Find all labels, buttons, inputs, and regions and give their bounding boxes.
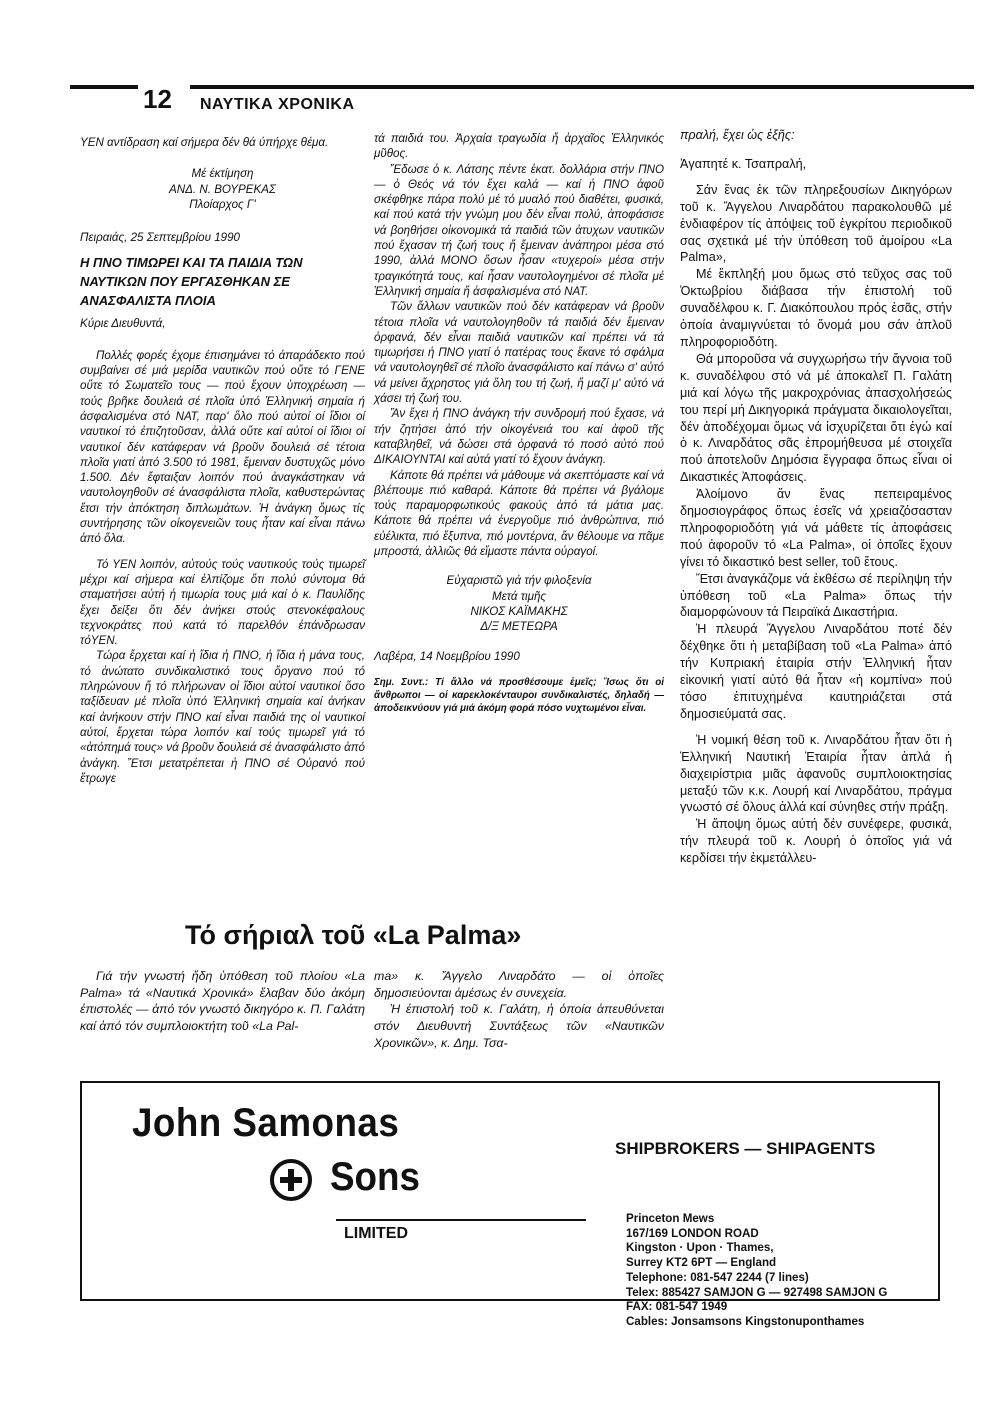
company-name-line2: Sons bbox=[330, 1155, 420, 1199]
address-line: Telex: 885427 SAMJON G — 927498 SAMJON G bbox=[626, 1285, 888, 1299]
signature-title: Πλοίαρχος Γ' bbox=[189, 197, 256, 211]
letter-heading: Η ΠΝΟ ΤΙΜΩΡΕΙ ΚΑΙ ΤΑ ΠΑΙΔΙΑ ΤΩΝ ΝΑΥΤΙΚΩΝ ΠΟΥ ΕΡΓΑΣΘΗΚΑΝ ΣΕ ΑΝΑΣΦΑΛΙΣΤΑ ΠΛΟΙΑ bbox=[80, 255, 303, 309]
signature-title: Δ/Ξ ΜΕΤΕΩΡΑ bbox=[480, 620, 558, 634]
address-line: 167/169 LONDON ROAD bbox=[626, 1226, 759, 1240]
paragraph: Κάποτε θά πρέπει νά μάθουμε νά σκεπτόμαστε καί νά βλέπουμε πιό καθαρά. Κάποτε θά πρέπει νά βγάλομε τούς παραμορφωτικούς φακούς ἀπό τά μάτια μας. Κάποτε θά πρέπει νά ἐνεργοῦμε πιό ἀνθρώπινα, πιό εὐέλικτα, πιό ἔξυπνα, πιό μοντέρνα, ἄν θέλουμε να πᾶμε μπροστά, ἀλλιῶς θά εἴμαστε πάντα οὐραγοί. bbox=[374, 468, 664, 559]
continued-text: πραλή, ἔχει ὡς ἑξῆς: bbox=[680, 128, 795, 142]
salutation: Ἀγαπητέ κ. Τσαπραλή, bbox=[680, 156, 807, 171]
signature-line: Εὐχαριστῶ γιά τήν φιλοξενία bbox=[446, 574, 592, 588]
column-2 bbox=[374, 131, 664, 715]
paragraph: Πολλές φορές έχομε έπισημάνει τό άπαράδεκτο πού συμβαίνει σέ μιά μερίδα ναυτικῶν πού οὔτε τό ΓΕΝΕ οὔτε τό Σωματεῖο τους — πού ἔχουν ὑποχρέωση — τούς βρῆκε δουλειά σέ πλοῖα ὑπό Ἑλληνική σημαία ή άσφαλισμένα στό ΝΑΤ, παρ' ὅλο πού αὐτοί οί ἴδιοι οί ναυτικοί τό ἐπιζητοῦσαν, ἀλλά οὔτε καί αὐτοί οί ἴδιοι οί ναυτικοί δέν κατάφεραν νά βροῦν δουλειά σέ τέτοια πλοῖα γιατί ἀπό 3.500 τό 1981, ἔμειναν δυστυχῶς μόνο 1.500. Δέν ἔφταιξαν λοιπόν πού ἀναγκάστηκαν νά ναυτολογηθοῦν σέ ἀνασφάλιστα πλοῖα, καθυστερώντας ἔτσι τήν ἀπόκτηση διπλωμάτων. Ἡ ἀνάγκη ὅμως τίς συντήρησης τῶν οἰκογενειῶν τους ἦταν καί εἶναι πάνω ἀπό ὅλα. bbox=[80, 348, 365, 546]
company-services: SHIPBROKERS — SHIPAGENTS bbox=[615, 1139, 876, 1158]
dateline: Πειραιάς, 25 Σεπτεμβρίου 1990 bbox=[80, 231, 240, 245]
plus-circle-icon bbox=[270, 1159, 312, 1201]
signature-line: Μετά τιμῆς bbox=[491, 589, 547, 603]
signature-line: Μέ έκτίμηση bbox=[191, 167, 254, 181]
address-line: Cables: Jonsamsons Kingstonuponthames bbox=[626, 1314, 865, 1328]
paragraph: Ἡ ἄποψη ὅμως αὐτή δέν συνέφερε, φυσικά, τήν πλευρά τοῦ κ. Λουρή ὁ ὁποῖος γιά νά κερδίσει τήν ἐκμετάλλευ- bbox=[680, 817, 952, 866]
signature-name: ΑΝΔ. Ν. ΒΟΥΡΕΚΑΣ bbox=[169, 182, 276, 196]
paragraph: Τῶν ἄλλων ναυτικῶν πού δέν κατάφεραν νά βροῦν τέτοια πλοῖα νά ναυτολογηθοῦν τά παιδιά δέν ἔμειναν ὀρφανά, δέν εἶναι παιδιά ναυτικῶν καί πρέπει νά τά τιμωρήσει ἡ ΠΝΟ γιατί ὁ πατέρας τους ἔκανε τό σφάλμα νά ναυτολογηθεῖ σέ πλοῖο ἀνασφάλιστο καί πάνω σ' αὐτό νά μείνει ἄχρηστος γιά ὅλη του τή ζωή, ἤ μαζί μ' αὐτό νά χάσει τή ζωή του. bbox=[374, 300, 664, 406]
paragraph: Ἔτσι ἀναγκάζομε νά ἐκθέσω σέ περίληψη τήν ὑπόθεση τοῦ «La Palma» ὅπως τήν διαμορφώνουν τά Πειραϊκά Δικαστήρια. bbox=[680, 571, 952, 620]
paragraph: Τώρα ἔρχεται καί ἡ ἴδια ἡ ΠΝΟ, ἡ ἴδια ἡ μάνα τους, τό ἀνώτατο συνδικαλιστικό τους ὄργανο πού τό πληρώνουν ἤ τό πλήρωναν οἱ ἴδιοι αὐτοί ναυτικοί ὅσο ταξίδευαν μέ πλοῖα ὑπό Ἑλληνική σημαία καί ἀνήκαν καί ἀνήκουν στήν ΠΝΟ καί εἶναι παιδιά της οἱ ναυτικοί αὐτοί, ἔρχεται τώρα λοιπόν καί τούς τιμωρεῖ γιά τό «ἀτόπημά τους» νά βροῦν δουλειά σέ ἀνασφάλιστο ἀπό ἀνάγκη. Ἔτσι μετατρέπεται ἡ ΠΝΟ σέ Οὐρανό πού ἔτρωγε bbox=[80, 649, 365, 785]
address-line: Telephone: 081-547 2244 (7 lines) bbox=[626, 1270, 809, 1284]
header-rule-right bbox=[190, 85, 974, 89]
address-line: FAX: 081-547 1949 bbox=[626, 1300, 728, 1314]
address-line: Kingston · Upon · Thames, bbox=[626, 1241, 774, 1255]
paragraph: Σάν ἕνας ἐκ τῶν πληρεξουσίων Δικηγόρων τοῦ κ. Ἄγγελου Λιναρδάτου παρακολουθῶ μέ ἐνδιαφέρον τίς ἀπόψεις τοῦ ἐγκρίτου περιοδικοῦ σας σχετικά μέ τήν ὑπόθεση τοῦ ἀμοίρου «La Palma», bbox=[680, 182, 952, 265]
article-headline: Τό σήριαλ τοῦ «La Palma» bbox=[185, 920, 522, 950]
column-1 bbox=[80, 135, 365, 786]
paragraph: Γιά τήν γνωστή ἤδη ὑπόθεση τοῦ πλοίου «La Palma» τά «Ναυτικά Χρονικά» ἔλαβαν δύο ἀκόμη ἐπιστολές — ἀπό τόν γνωστό δικηγόρο κ. Π. Γαλάτη καί ἀπό τόν συμπλοιοκτήτη τοῦ «La Pal- bbox=[80, 969, 365, 1034]
header-rule-left bbox=[70, 85, 138, 89]
article-intro-col-1 bbox=[80, 968, 365, 1035]
paragraph: ma» κ. Ἄγγελο Λιναρδάτο — οἱ ὁποῖες δημοσιεύονται ἀμέσως ἐν συνεχεία. bbox=[374, 969, 664, 1000]
paragraph: Τό ΥΕΝ λοιπόν, αὐτούς τούς ναυτικούς τούς τιμωρεῖ μέχρι καί σήμερα καί ἐλπίζομε ὅτι πολύ σύντομα θά σταματήσει αὐτή ἡ τιμωρία τους μιά καί ὁ κ. Παυλίδης ἔχει δείξει ὅτι δέν ἀνήκει στούς στενοκέφαλους τεχνοκράτες πού κατά τό παρελθόν ἐπάνδρωσαν τόΥΕΝ. bbox=[80, 557, 365, 648]
address-line: Surrey KT2 6PT — England bbox=[626, 1256, 777, 1270]
salutation: Κύριε Διευθυντά, bbox=[80, 317, 166, 331]
paragraph: Ἡ πλευρά Ἄγγελου Λιναρδάτου ποτέ δέν δέχθηκε ὅτι ἡ μεταβίβαση τοῦ «La Palma» ἀπό τήν Κυπριακή ἑταιρία στήν Ἑλληνική ἦταν εἰκονική γιατί αὐτό θά ἦταν «ἡ κομπίνα» πού τόσο ἐπιτυχημένα καυτηριάζεται στά δημοσιεύματά σας. bbox=[680, 622, 952, 721]
dateline: Λαβέρα, 14 Νοεμβρίου 1990 bbox=[374, 649, 520, 663]
advertisement-box bbox=[80, 1081, 940, 1328]
continued-text: ΥΕΝ αντίδραση καί σήμερα δέν θά ύπήρχε θέμα. bbox=[80, 136, 329, 149]
paragraph: Θά μποροῦσα νά συγχωρήσω τήν ἄγνοια τοῦ κ. συναδέλφου στό νά μέ ἀποκαλεῖ Π. Γαλάτη μιά καί λόγω τῆς μακροχρόνιας ἀπασχολήσεώς του περί μή Δικηγορικά πράγματα δικαιολογεῖται, δέν ἀποδέχομαι ὅμως νά ἰσχυρίζεται ὅτι ἐγώ καί ὁ κ. Λιναρδάτος σᾶς ἐπρομήθευσα μέ στοιχεῖα πού ἀποτελοῦν Δημόσια ἔγγραφα ὅπως εἶναι οἱ Δικαστικές Ἀποφάσεις. bbox=[680, 351, 952, 485]
address-line: Princeton Mews bbox=[626, 1212, 715, 1225]
paragraph: Ἄν ἔχει ἡ ΠΝΟ ἀνάγκη τήν συνδρομή πού ἔχασε, νά τήν ζητήσει ἀπό τήν οἰκογένειά του καί ἀφοῦ τῆς καταβληθεῖ, νά δώσει στά ὀρφανά τό ποσό αὐτό πού ΔΙΚΑΙΟΥΝΤΑΙ καί αὐτά γιατί τό ἔχουν ἀνάγκη. bbox=[374, 407, 664, 467]
paragraph: Ἔδωσε ὁ κ. Λάτσης πέντε ἑκατ. δολλάρια στήν ΠΝΟ — ὁ Θεός νά τόν ἔχει καλά — καί ἡ ΠΝΟ ἀφοῦ σκέφθηκε πάρα πολύ μέ τό μυαλό πού διαθέτει, φυσικά, καί πού κατά τήν γνώμη μου δέν εἶναι πολύ, ἀποφάσισε νά βοηθήσει οἰκονομικά τά παιδιά τῶν ἀτυχων ναυτικῶν πού ἔχασαν τή ζωή τους ἤ ἔμειναν ἀνάπηροι μέσα στό 1990, ἀλλά ΜΟΝΟ ὅσων ἦσαν «τυχεροί» μέσα στήν τραγικότητά τους, καί ἦσαν ναυτολογημένοι σέ πλοῖα μέ Ἑλληνική σημαία ἤ ἀσφαλισμένα στό ΝΑΤ. bbox=[374, 162, 664, 298]
signature-name: ΝΙΚΟΣ ΚΑΪΜΑΚΗΣ bbox=[470, 604, 568, 618]
divider bbox=[336, 1219, 586, 1221]
paragraph: Ἡ ἐπιστολή τοῦ κ. Γαλάτη, ἡ ὁποία ἀπευθύνεται στόν Διευθυντή Συντάξεως τῶν «Ναυτικῶν Χρονικῶν», κ. Δημ. Τσα- bbox=[374, 1002, 664, 1050]
paragraph: Ἀλοίμονο ἄν ἕνας πεπειραμένος δημοσιογράφος ὅπως ἐσεῖς νά χρειαζόσασταν πληροφοριοδότη γιά νά μάθετε τίς ἀποφάσεις πού ἀφοροῦν τό «La Palma», οἱ ὁποῖες ἔχουν γίνει τό δικαστικό best seller, τοῦ ἔτους. bbox=[680, 487, 952, 569]
article-intro-col-2 bbox=[374, 968, 664, 1052]
publication-name: ΝΑΥΤΙΚΑ ΧΡΟΝΙΚΑ bbox=[200, 96, 355, 113]
company-limited: LIMITED bbox=[344, 1225, 408, 1242]
page-number: 12 bbox=[143, 84, 172, 114]
paragraph: Ἡ νομική θέση τοῦ κ. Λιναρδάτου ἦταν ὅτι ἡ Ἑλληνική Ναυτική Ἑταιρία ἦταν ἁπλά ἡ διαχειρίστρια μιᾶς ἀφανοῦς συμπλοιοκτησίας μεταξύ τῶν κ.κ. Λουρή καί Λιναρδάτου, πράγμα γνωστό σέ ὅλους ἀλλά καί σύνηθες στήν πράξη. bbox=[680, 732, 952, 815]
column-3 bbox=[680, 127, 952, 867]
company-name-line1: John Samonas bbox=[132, 1101, 400, 1145]
company-address bbox=[626, 1212, 887, 1330]
paragraph: Μέ ἔκπληξή μου ὅμως στό τεῦχος σας τοῦ Ὀκτωβρίου διάβασα τήν ἐπιστολή τοῦ συναδέλφου κ. Γ. Διακόπουλου πρός ἐσᾶς, στήν ὁποία ἀναμιγνύεται τό ὄνομά μου σάν ἁπλοῦ πληροφοριοδότη. bbox=[680, 267, 952, 349]
paragraph: τά παιδιά του. Ἀρχαία τραγωδία ἤ ἀρχαῖος Ἑλληνικός μῦθος. bbox=[374, 132, 664, 161]
editor-note: Σημ. Συντ.: Τί ἄλλο νά προσθέσουμε ἐμεῖς; Ἴσως ὅτι οἱ ἄνθρωποι — οἱ καρεκλοκένταυροι συνδικαλιστές, δηλαδή — ἀποδεικνύουν γιά μιά ἀκόμη φορά πόσο νυχτωμένοι εἶναι. bbox=[374, 676, 664, 714]
